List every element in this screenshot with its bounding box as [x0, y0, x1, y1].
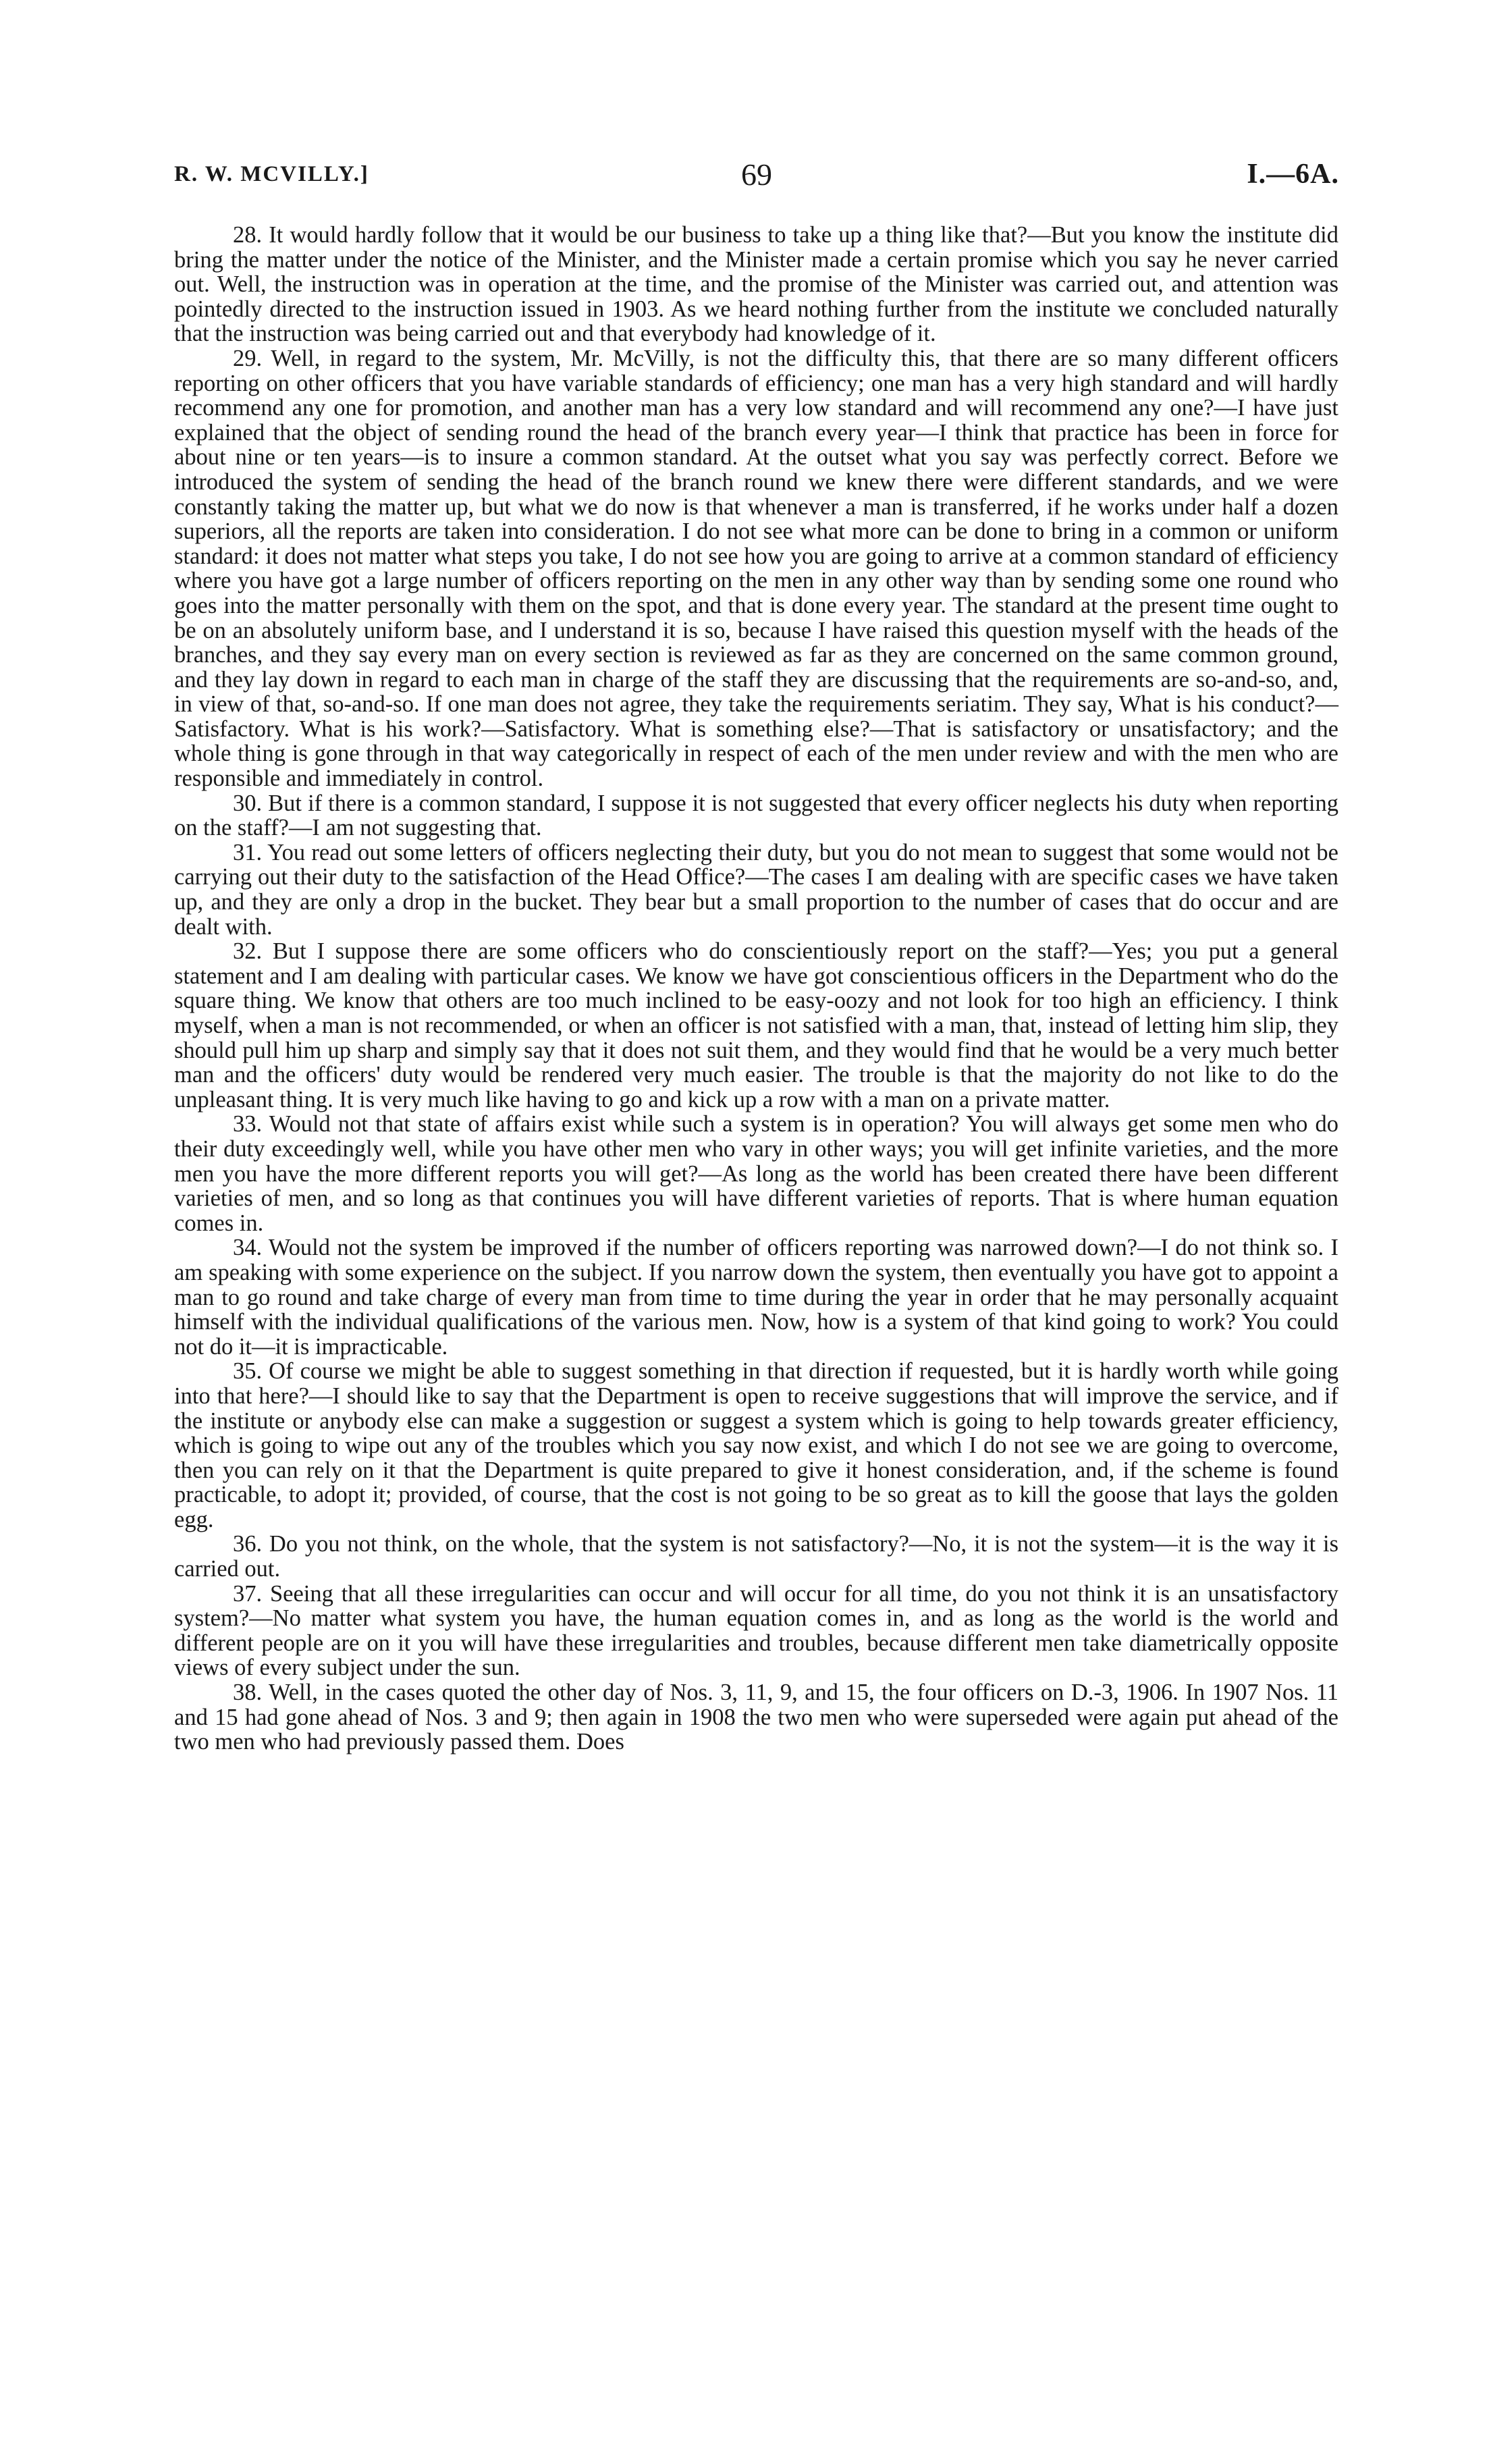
paragraph-37: 37. Seeing that all these irregularities can occur and will occur for all time, do you not think it is an unsatisfactory system?—No matter what system you have, the human equation comes in, and as long as the world is the world and different people are on it you will have these irregularities and troubles, because different men take diametrically opposite views of every subject under the sun. [174, 1580, 1338, 1681]
paragraph-29: 29. Well, in regard to the system, Mr. McVilly, is not the difficulty this, that there are so many different officers reporting on other officers that you have variable standards of efficiency; one man has a very high standard and will hardly recommend any one for promotion, and another man has a very low standard and will recommend any one?—I have just explained that the object of sending round the head of the branch every year—I think that practice has been in force for about nine or ten years—is to insure a common standard. At the outset what you say was perfectly correct. Before we introduced the system of sending the head of the branch round we knew there were different standards, and we were constantly taking the matter up, but what we do now is that whenever a man is transferred, if he works under half a dozen superiors, all the reports are taken into consideration. I do not see what more can be done to bring in a common or uniform standard: it does not matter what steps you take, I do not see how you are going to arrive at a common standard of efficiency where you have got a large number of officers reporting on the men in any other way than by sending some one round who goes into the matter personally with them on the spot, and that is done every year. The standard at the present time ought to be on an absolutely uniform base, and I understand it is so, because I have raised this question myself with the heads of the branches, and they say every man on every section is reviewed as far as they are concerned on the same common ground, and they lay down in regard to each man in charge of the staff they are discussing that the requirements are so-and-so, and, in view of that, so-and-so. If one man does not agree, they take the requirements seriatim. They say, What is his conduct?—Satisfactory. What is his work?—Satisfactory. What is something else?—That is satisfactory or unsatisfactory; and the whole thing is gone through in that way categorically in respect of each of the men under review and with the men who are responsible and immediately in control. [174, 345, 1338, 792]
paragraph-36: 36. Do you not think, on the whole, that the system is not satisfactory?—No, it is not the system—it is the way it is carried out. [174, 1531, 1338, 1582]
paragraph-33: 33. Would not that state of affairs exist while such a system is in operation? You will always get some men who do their duty exceedingly well, while you have other men who vary in other ways; you will get infinite varieties, and the more men you have the more different reports you will get?—As long as the world has been created there have been different varieties of men, and so long as that continues you will have different varieties of reports. That is where human equation comes in. [174, 1111, 1338, 1236]
page-number: 69 [741, 157, 772, 192]
paragraph-35: 35. Of course we might be able to suggest something in that direction if requested, but it is hardly worth while going into that here?—I should like to say that the Department is open to receive suggestions that will improve the service, and if the institute or anybody else can make a suggestion or suggest a system which is going to help towards greater efficiency, which is going to wipe out any of the troubles which you say now exist, and which I do not see we are going to overcome, then you can rely on it that the Department is quite prepared to give it honest consideration, and, if the scheme is found practicable, to adopt it; provided, of course, that the cost is not going to be so great as to kill the goose that lays the golden egg. [174, 1358, 1338, 1532]
paragraph-34: 34. Would not the system be improved if the number of officers reporting was narrowed down?—I do not think so. I am speaking with some experience on the subject. If you narrow down the system, then eventually you have got to appoint a man to go round and take charge of every man from time to time during the year in order that he may personally acquaint himself with the individual qualifications of the various men. Now, how is a system of that kind going to work? You could not do it—it is impracticable. [174, 1235, 1338, 1360]
page-body [174, 223, 1338, 1755]
page-header [174, 154, 1339, 194]
paragraph-38: 38. Well, in the cases quoted the other day of Nos. 3, 11, 9, and 15, the four officers on D.-3, 1906. In 1907 Nos. 11 and 15 had gone ahead of Nos. 3 and 9; then again in 1908 the two men who were superseded were again put ahead of the two men who had previously passed them. Does [174, 1680, 1338, 1755]
paragraph-32: 32. But I suppose there are some officers who do conscientiously report on the staff?—Yes; you put a general statement and I am dealing with particular cases. We know we have got conscientious officers in the Department who do the square thing. We know that others are too much inclined to be easy-oozy and not look for too high an efficiency. I think myself, when a man is not recommended, or when an officer is not satisfied with a man, that, instead of letting him slip, they should pull him up sharp and simply say that it does not suit them, and they would find that he would be a very much better man and the officers' duty would be rendered very much easier. The trouble is that the majority do not like to do the unpleasant thing. It is very much like having to go and kick up a row with a man on a private matter. [174, 938, 1338, 1113]
witness-name-header: R. W. MCVILLY.] [174, 161, 369, 186]
paragraph-30: 30. But if there is a common standard, I suppose it is not suggested that every officer neglects his duty when reporting on the staff?—I am not suggesting that. [174, 790, 1338, 841]
paragraph-28: 28. It would hardly follow that it would be our business to take up a thing like that?—But you know the institute did bring the matter under the notice of the Minister, and the Minister made a certain promise which you say he never carried out. Well, the instruction was in operation at the time, and the promise of the Minister was carried out, and attention was pointedly directed to the instruction issued in 1903. As we heard nothing further from the institute we concluded naturally that the instruction was being carried out and that everybody had knowledge of it. [174, 222, 1338, 347]
document-reference: I.—6A. [1247, 159, 1339, 190]
paragraph-31: 31. You read out some letters of officers neglecting their duty, but you do not mean to suggest that some would not be carrying out their duty to the satisfaction of the Head Office?—The cases I am dealing with are specific cases we have taken up, and they are only a drop in the bucket. They bear but a small proportion to the number of cases that do occur and are dealt with. [174, 839, 1338, 940]
